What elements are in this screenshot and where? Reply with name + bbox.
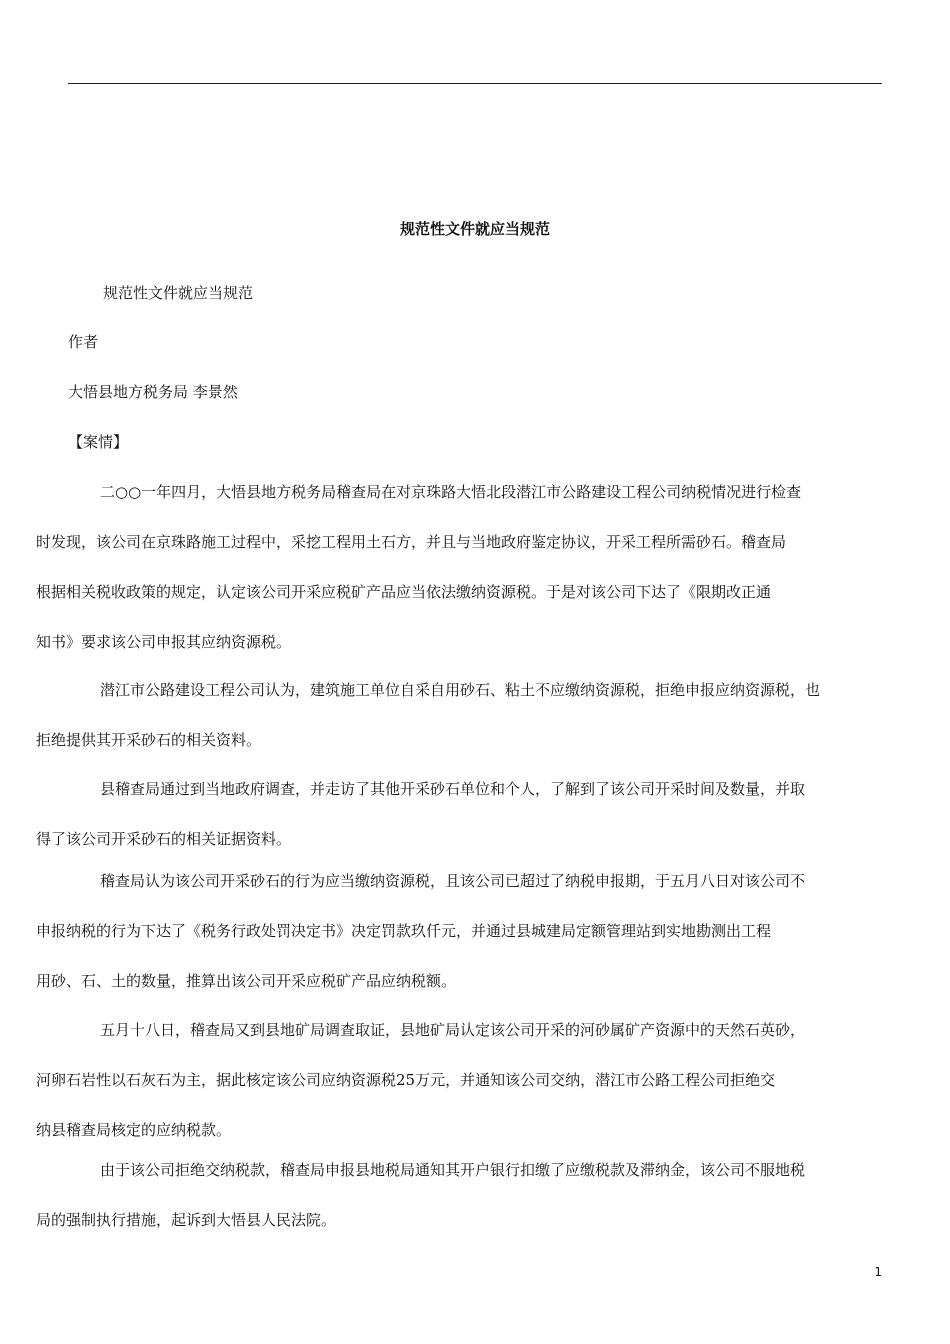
paragraph-1 — [36, 467, 882, 667]
page-number: 1 — [874, 1265, 882, 1279]
paragraph-line: 潜江市公路建设工程公司认为，建筑施工单位自采自用砂石、粘土不应缴纳资源税，拒绝申报应纳资源税，也 — [100, 681, 821, 699]
paragraph-line: 时发现，该公司在京珠路施工过程中，采挖工程用土石方，并且与当地政府鉴定协议，开采工程所需砂石。稽查局 — [36, 533, 787, 551]
paragraph-4 — [36, 856, 882, 1006]
paragraph-line: 申报纳税的行为下达了《税务行政处罚决定书》决定罚款玖仟元，并通过县城建局定额管理站到实地勘测出工程 — [36, 922, 772, 940]
paragraph-line: 稽查局认为该公司开采砂石的行为应当缴纳资源税，且该公司已超过了纳税申报期，于五月八日对该公司不 — [100, 872, 806, 890]
paragraph-6 — [36, 1145, 882, 1245]
paragraph-line: 县稽查局通过到当地政府调查，并走访了其他开采砂石单位和个人，了解到了该公司开采时间及数量，并取 — [100, 780, 806, 798]
section-heading-case: 【案情】 — [68, 433, 129, 451]
paragraph-line: 局的强制执行措施，起诉到大悟县人民法院。 — [36, 1211, 337, 1229]
document-subtitle: 规范性文件就应当规范 — [103, 284, 254, 302]
paragraph-3 — [36, 764, 882, 864]
paragraph-2 — [36, 665, 882, 765]
paragraph-line: 五月十八日，稽查局又到县地矿局调查取证，县地矿局认定该公司开采的河砂属矿产资源中的天然石英砂， — [100, 1021, 806, 1039]
paragraph-line: 得了该公司开采砂石的相关证据资料。 — [36, 830, 292, 848]
paragraph-line: 河卵石岩性以石灰石为主，据此核定该公司应纳资源税25万元，并通知该公司交纳，潜江市公路工程公司拒绝交 — [36, 1071, 776, 1089]
paragraph-5 — [36, 1005, 882, 1155]
author-name: 大悟县地方税务局 李景然 — [68, 383, 238, 401]
header-rule — [68, 83, 882, 84]
author-label: 作者 — [68, 333, 99, 351]
paragraph-line: 知书》要求该公司申报其应纳资源税。 — [36, 633, 292, 651]
paragraph-line: 根据相关税收政策的规定，认定该公司开采应税矿产品应当依法缴纳资源税。于是对该公司下达了《限期改正通 — [36, 583, 772, 601]
paragraph-line: 二○○一年四月，大悟县地方税务局稽查局在对京珠路大悟北段潜江市公路建设工程公司纳税情况进行检查 — [100, 483, 802, 501]
paragraph-line: 拒绝提供其开采砂石的相关资料。 — [36, 731, 262, 749]
document-title: 规范性文件就应当规范 — [399, 220, 550, 238]
paragraph-line: 用砂、石、土的数量，推算出该公司开采应税矿产品应纳税额。 — [36, 972, 457, 990]
paragraph-line: 由于该公司拒绝交纳税款，稽查局申报县地税局通知其开户银行扣缴了应缴税款及滞纳金，该公司不服地税 — [100, 1161, 806, 1179]
paragraph-line: 纳县稽查局核定的应纳税款。 — [36, 1121, 232, 1139]
